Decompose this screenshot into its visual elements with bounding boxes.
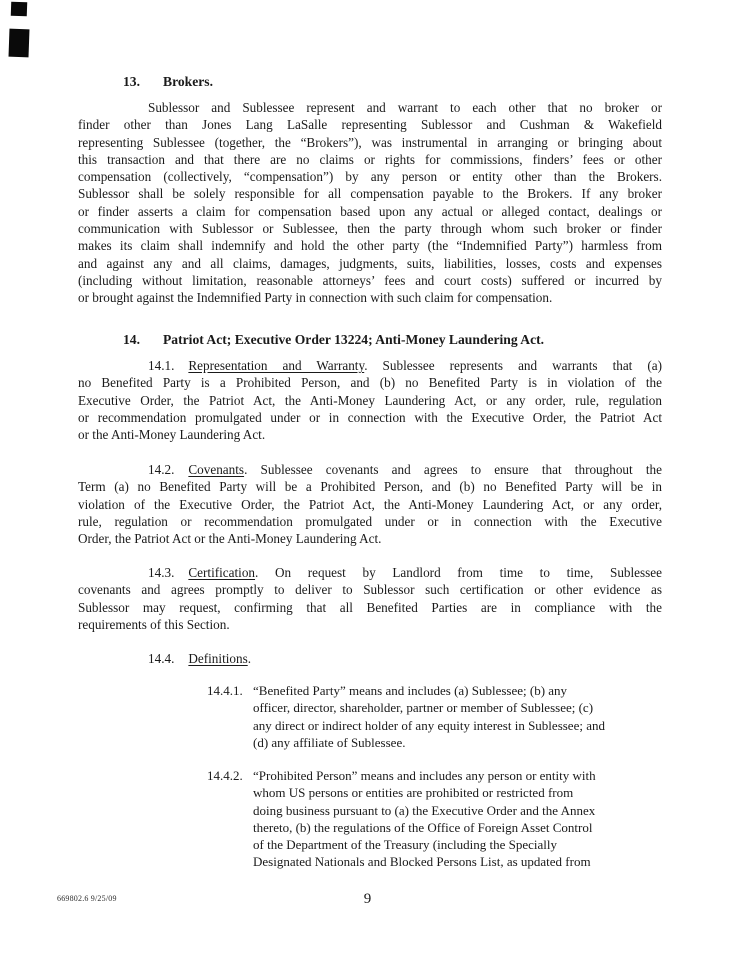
definition-14-4-1-text [253, 682, 662, 751]
text-line: and against any and all claims, damages, judgments, suits, liabilities, losses, costs and expenses [78, 255, 662, 271]
text-line: violation of the Executive Order, the Patriot Act, the Anti-Money Laundering Act, or any order, [78, 496, 662, 512]
footer-doc-number: 669802.6 9/25/09 [57, 894, 117, 903]
text-line: compensation (collectively, “compensation”) by any person or entity other than the Brokers. [78, 169, 662, 185]
section-13-heading [123, 73, 213, 90]
text-line: or finder asserts a claim for compensation based upon any actual or alleged contact, dealings or [78, 203, 662, 219]
section-13-title: Brokers. [163, 74, 213, 89]
text-line: whom US persons or entities are prohibited or restricted from [253, 785, 574, 801]
text-line: finder other than Jones Lang LaSalle representing Sublessor and Cushman & Wakefield [78, 117, 662, 133]
section-14-title: Patriot Act; Executive Order 13224; Anti-Money Laundering Act. [163, 332, 545, 347]
section-14-4 [78, 650, 662, 667]
text-line: no Benefited Party is a Prohibited Person, and (b) no Benefited Party is in violation of the [78, 375, 662, 391]
text-line: “Prohibited Person” means and includes any person or entity with [253, 768, 596, 783]
text-line: Term (a) no Benefited Party will be a Prohibited Person, and (b) no Benefited Party will be in [78, 479, 662, 495]
section-14-3-lead-text: . On request by Landlord from time to time, Sublessee [255, 565, 662, 580]
section-14-1-paragraph [78, 374, 662, 443]
section-13-number: 13. [123, 74, 140, 89]
section-14-4-number: 14.4. [148, 651, 175, 666]
text-line: doing business pursuant to (a) the Executive Order and the Annex [253, 802, 596, 818]
section-14-1-title: Representation and Warranty [188, 358, 365, 373]
text-line: Sublessor and Sublessee represent and warrant to each other that no broker or [148, 100, 662, 115]
text-line: makes its claim shall indemnify and hold the other party (the “Indemnified Party”) harmless from [78, 238, 662, 254]
text-line: Executive Order, the Patriot Act, the Anti-Money Laundering Act, or any order, rule, regulation [78, 392, 662, 408]
text-line: or brought against the Indemnified Party in connection with such claim for compensation. [78, 290, 553, 306]
section-14-2-lead-text: . Sublessee covenants and agrees to ensure that throughout the [244, 462, 662, 477]
section-14-3 [78, 564, 662, 633]
text-line: rule, regulation or recommendation promulgated under or in connection with the Executive [78, 513, 662, 529]
text-line: this transaction and that there are no claims or rights for commissions, finders’ fees or other [78, 151, 662, 167]
text-line: Sublessor shall be solely responsible for all compensation payable to the Brokers. If any broker [78, 186, 662, 202]
section-14-3-first-line [78, 564, 662, 581]
section-14-3-number: 14.3. [148, 565, 175, 580]
section-14-1-number: 14.1. [148, 358, 175, 373]
text-line: covenants and agrees promptly to deliver to Sublessor such certification or other evidence as [78, 582, 662, 598]
text-line: Sublessor may request, confirming that all Benefited Parties are in compliance with the [78, 599, 662, 615]
definition-14-4-2-number: 14.4.2. [207, 768, 243, 783]
text-line: or recommendation promulgated under or in connection with the Executive Order, the Patriot Act [78, 409, 662, 425]
section-14-2-first-line [78, 461, 662, 478]
text-line: communication with Sublessor or Sublessee, then the party through whom such broker or finder [78, 221, 662, 237]
text-line: requirements of this Section. [78, 616, 230, 632]
section-14-2 [78, 461, 662, 547]
text-line: officer, director, shareholder, partner or member of Sublessee; (c) [253, 700, 594, 716]
section-13-paragraph [78, 99, 662, 307]
section-14-1-lead-text: . Sublessee represents and warrants that (a) [364, 358, 663, 373]
text-line: Order, the Patriot Act or the Anti-Money Laundering Act. [78, 531, 382, 547]
section-14-4-title: Definitions [188, 651, 248, 666]
text-line: any direct or indirect holder of any equity interest in Sublessee; and [253, 717, 605, 733]
text-line: “Benefited Party” means and includes (a) Sublessee; (b) any [253, 683, 568, 698]
section-14-heading [123, 331, 544, 348]
section-14-2-title: Covenants [188, 462, 245, 477]
text-line: (d) any affiliate of Sublessee. [253, 734, 406, 750]
section-14-4-first-line [78, 650, 662, 667]
definition-14-4-1 [207, 682, 662, 751]
section-14-2-paragraph [78, 478, 662, 547]
section-14-1 [78, 357, 662, 443]
text-line: or the Anti-Money Laundering Act. [78, 427, 266, 443]
scan-artifact-mark [9, 29, 30, 58]
section-14-3-paragraph [78, 581, 662, 633]
text-line: (including without limitation, reasonable attorneys’ fees and court costs) suffered or incurred by [78, 272, 662, 288]
text-line: representing Sublessee (together, the “Brokers”), was instrumental in arranging or bringing about [78, 134, 662, 150]
text-line: Designated Nationals and Blocked Persons List, as updated from [253, 854, 591, 870]
section-14-1-first-line [78, 357, 662, 374]
section-14-4-period: . [247, 651, 252, 666]
text-line: thereto, (b) the regulations of the Office of Foreign Asset Control [253, 819, 593, 835]
section-14-2-number: 14.2. [148, 462, 175, 477]
text-line: of the Department of the Treasury (including the Specially [253, 837, 557, 853]
scan-artifact-mark [11, 2, 27, 17]
definition-14-4-2 [207, 767, 662, 871]
section-14-3-title: Certification [188, 565, 256, 580]
section-14-number: 14. [123, 332, 140, 347]
page-number: 9 [363, 891, 372, 907]
definition-14-4-2-text [253, 767, 662, 871]
definition-14-4-1-number: 14.4.1. [207, 683, 243, 698]
